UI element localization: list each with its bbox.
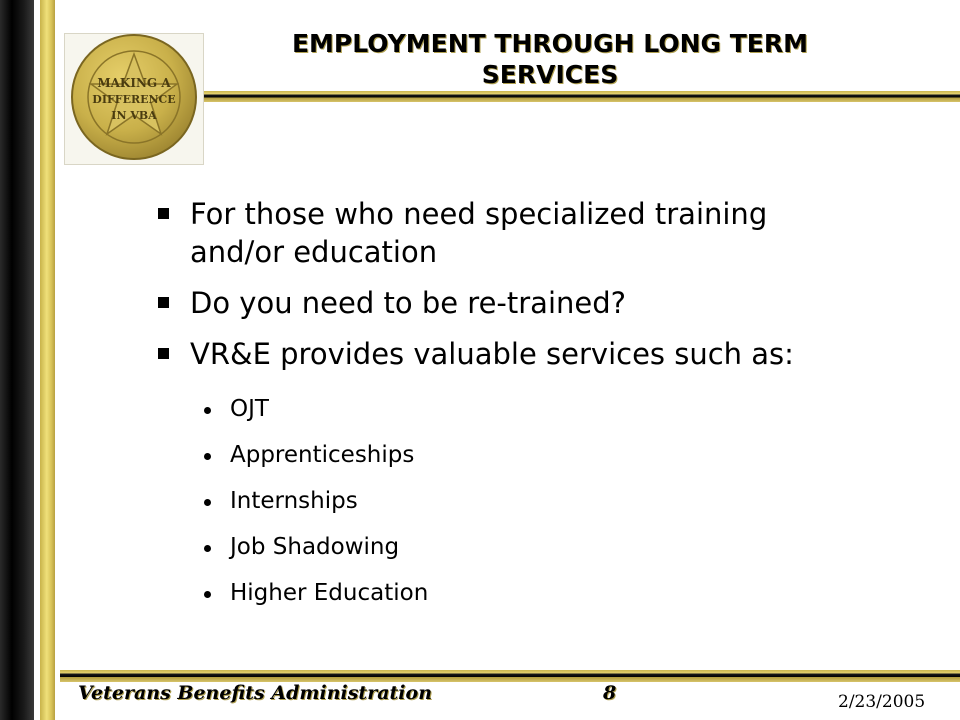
bullet-item bbox=[150, 335, 910, 373]
bullet-text-line: Do you need to be re-trained? bbox=[190, 286, 627, 320]
bullet-item bbox=[150, 284, 910, 322]
sub-bullet-item bbox=[150, 570, 910, 616]
sub-bullet-text: Internships bbox=[230, 488, 358, 514]
slide-body bbox=[150, 195, 910, 616]
footer-page-number: 8 bbox=[603, 682, 617, 704]
square-bullet-icon bbox=[158, 348, 169, 359]
footer-organization: Veterans Benefits Administration bbox=[78, 682, 433, 704]
seal-text-1: MAKING A bbox=[97, 76, 171, 90]
sub-bullet-item bbox=[150, 386, 910, 432]
round-bullet-icon bbox=[204, 499, 211, 506]
footer-rule bbox=[60, 670, 960, 682]
sub-bullet-text: OJT bbox=[230, 396, 269, 422]
seal-emblem-icon bbox=[67, 30, 201, 164]
sub-bullet-item bbox=[150, 524, 910, 570]
bullet-text-line: For those who need specialized training bbox=[190, 197, 768, 231]
title-rule bbox=[200, 91, 960, 102]
sub-bullet-text: Higher Education bbox=[230, 580, 429, 606]
left-black-bar bbox=[0, 0, 34, 720]
round-bullet-icon bbox=[204, 545, 211, 552]
sub-bullet-text: Job Shadowing bbox=[230, 534, 400, 560]
round-bullet-icon bbox=[204, 407, 211, 414]
seal-text-3: IN VBA bbox=[111, 109, 157, 122]
slide-title-line-1: EMPLOYMENT THROUGH LONG TERM bbox=[291, 29, 809, 58]
slide-title-line-2: SERVICES bbox=[481, 60, 619, 89]
bullet-item bbox=[150, 195, 910, 271]
round-bullet-icon bbox=[204, 591, 211, 598]
sub-bullet-item bbox=[150, 478, 910, 524]
bullet-text-line: VR&E provides valuable services such as: bbox=[190, 337, 794, 371]
bullet-text-line: and/or education bbox=[190, 235, 438, 269]
square-bullet-icon bbox=[158, 297, 169, 308]
slide-title bbox=[230, 28, 870, 90]
sub-bullet-list bbox=[150, 386, 910, 616]
sub-bullet-text: Apprenticeships bbox=[230, 442, 415, 468]
seal-logo bbox=[64, 33, 204, 165]
left-gold-bar bbox=[40, 0, 55, 720]
footer-date: 2/23/2005 bbox=[838, 692, 926, 712]
sub-bullet-item bbox=[150, 432, 910, 478]
seal-text-2: DIFFERENCE bbox=[92, 93, 176, 106]
square-bullet-icon bbox=[158, 208, 169, 219]
round-bullet-icon bbox=[204, 453, 211, 460]
